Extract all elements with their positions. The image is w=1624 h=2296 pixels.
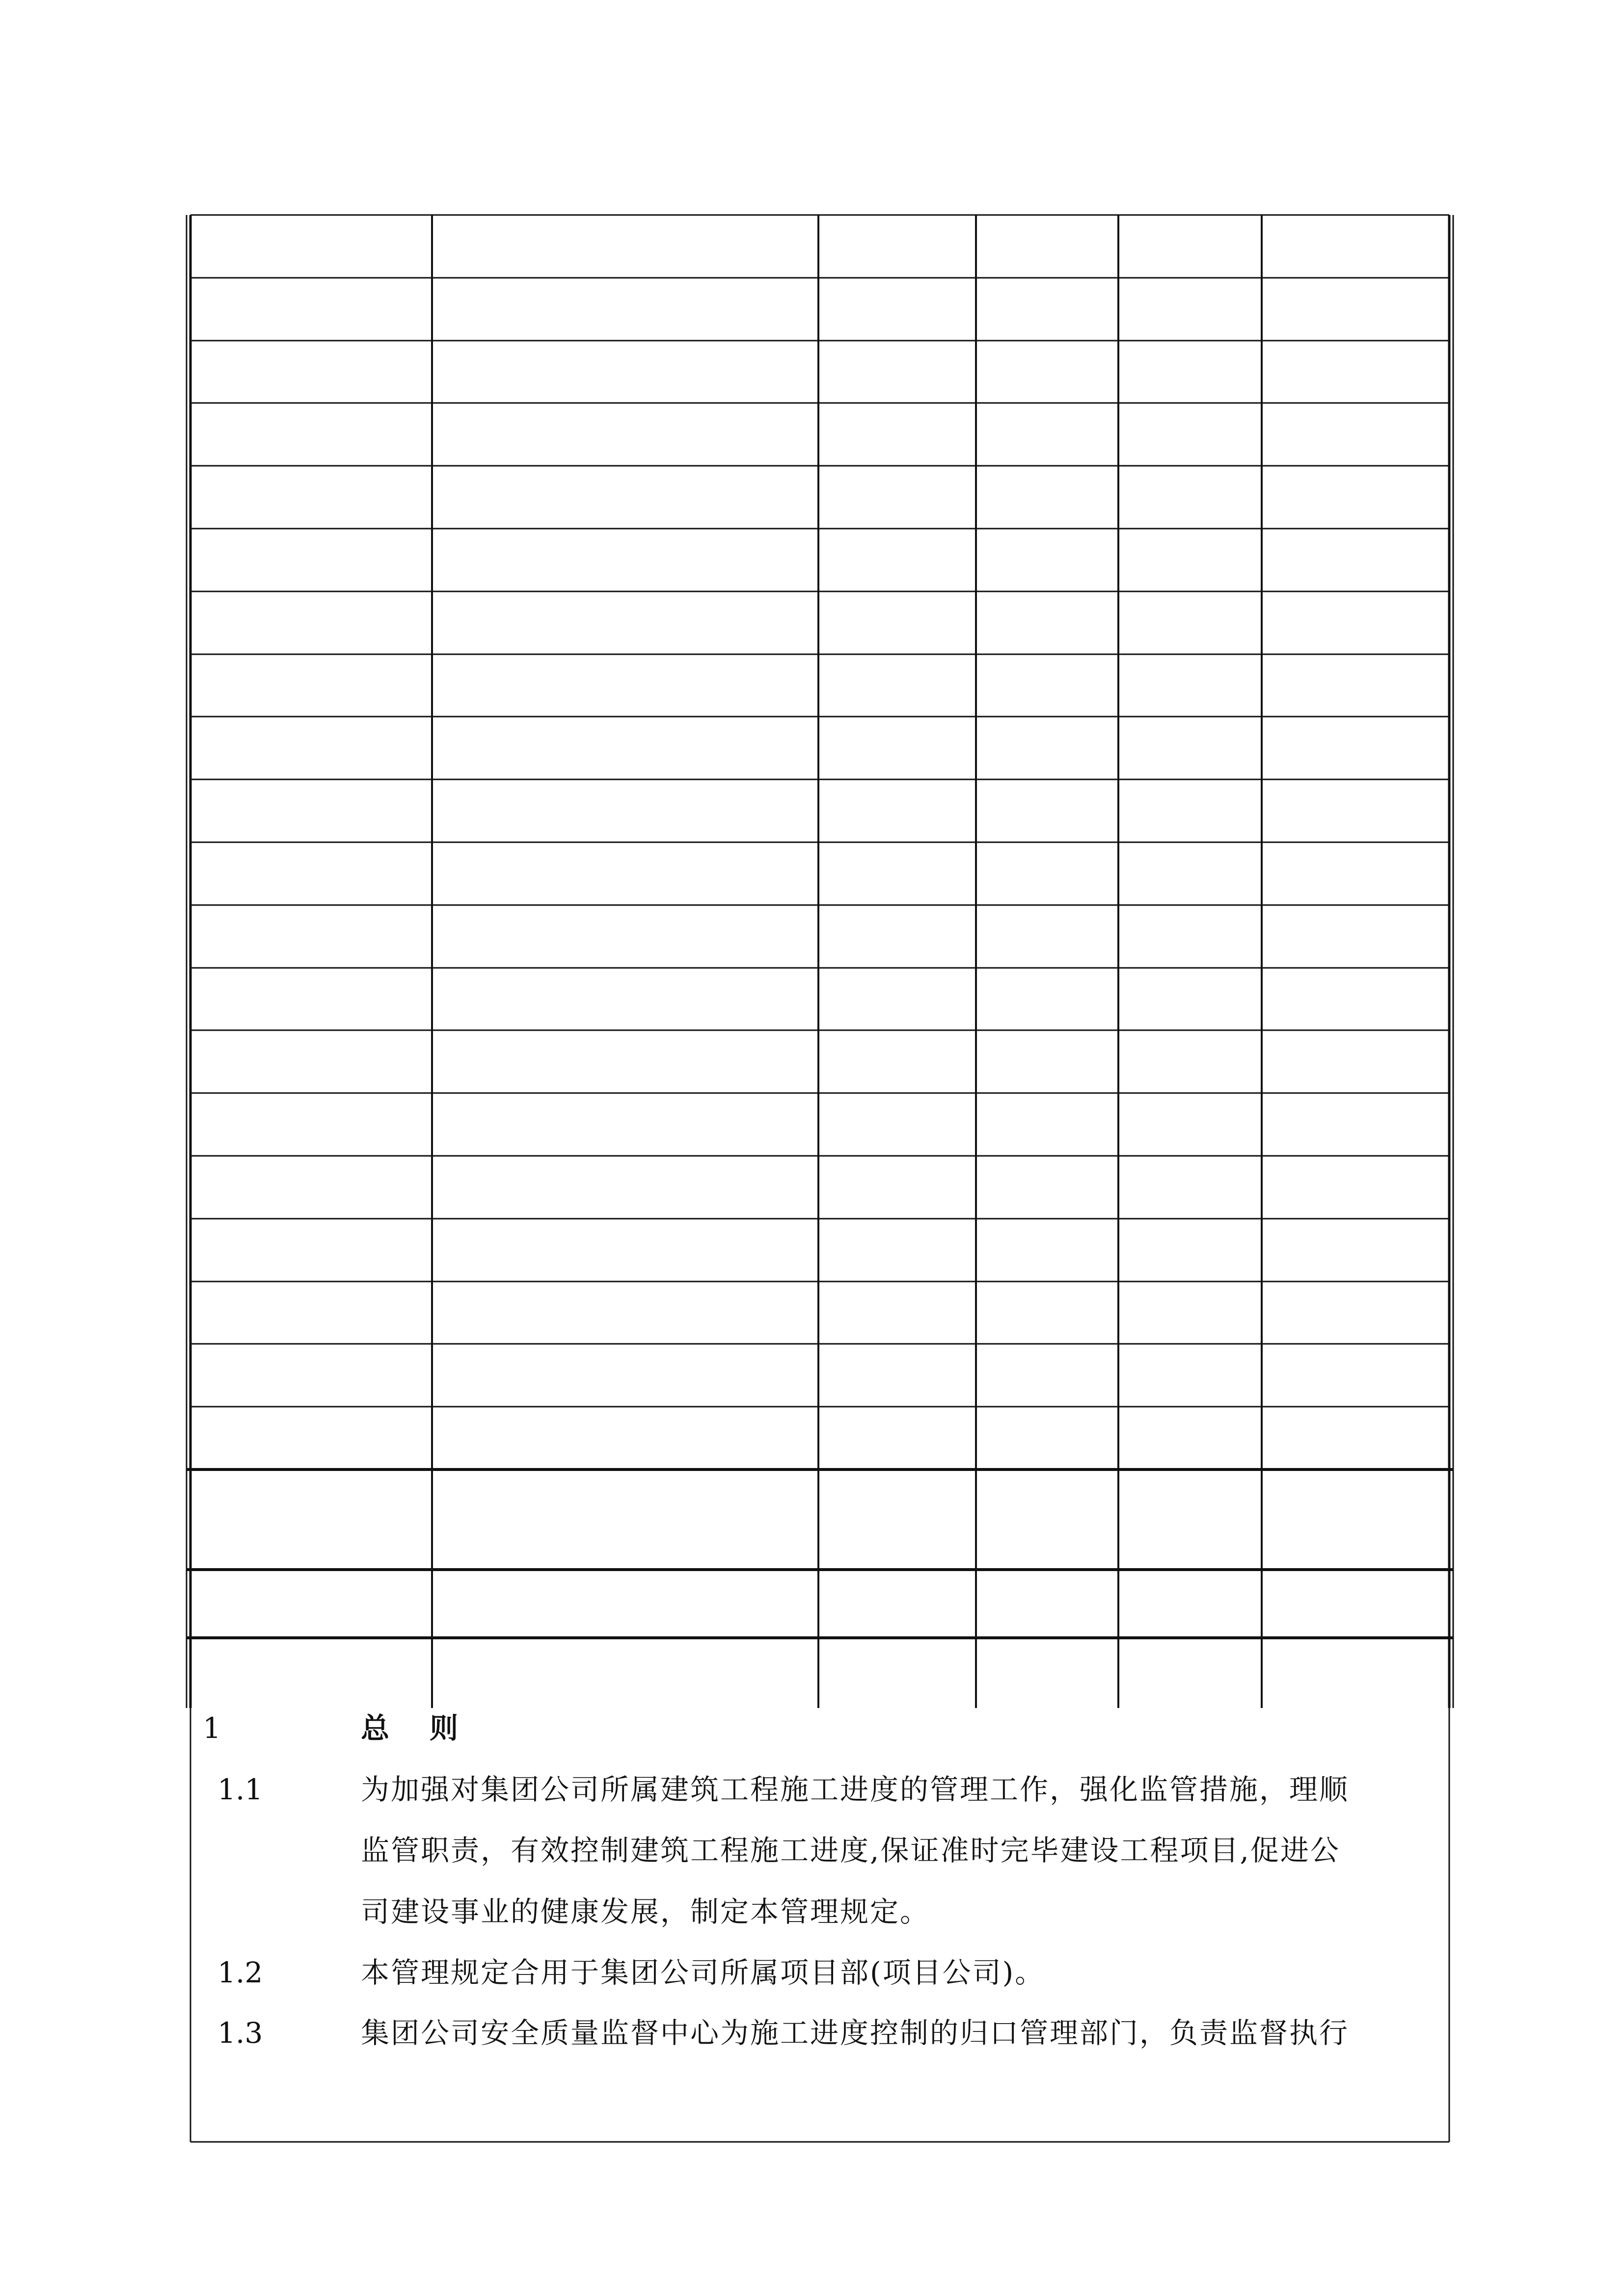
item-text-line: 监管职责，有效控制建筑工程施工进度,保证准时完毕建设工程项目,促进公: [361, 1834, 1340, 1867]
item-text-line: 为加强对集团公司所属建筑工程施工进度的管理工作，强化监管措施，理顺: [361, 1773, 1350, 1806]
section-title: 总则: [361, 1711, 499, 1745]
item-text-line: 本管理规定合用于集团公司所属项目部(项目公司)。: [361, 1956, 1045, 1989]
item-text-line: 司建设事业的健康发展，制定本管理规定。: [361, 1895, 930, 1928]
item-number: 1.2: [217, 1956, 263, 1989]
item-number: 1.3: [217, 2016, 263, 2050]
section-number: 1: [203, 1711, 221, 1745]
item-text-line: 集团公司安全质量监督中心为施工进度控制的归口管理部门，负责监督执行: [361, 2016, 1350, 2050]
item-number: 1.1: [217, 1773, 263, 1806]
